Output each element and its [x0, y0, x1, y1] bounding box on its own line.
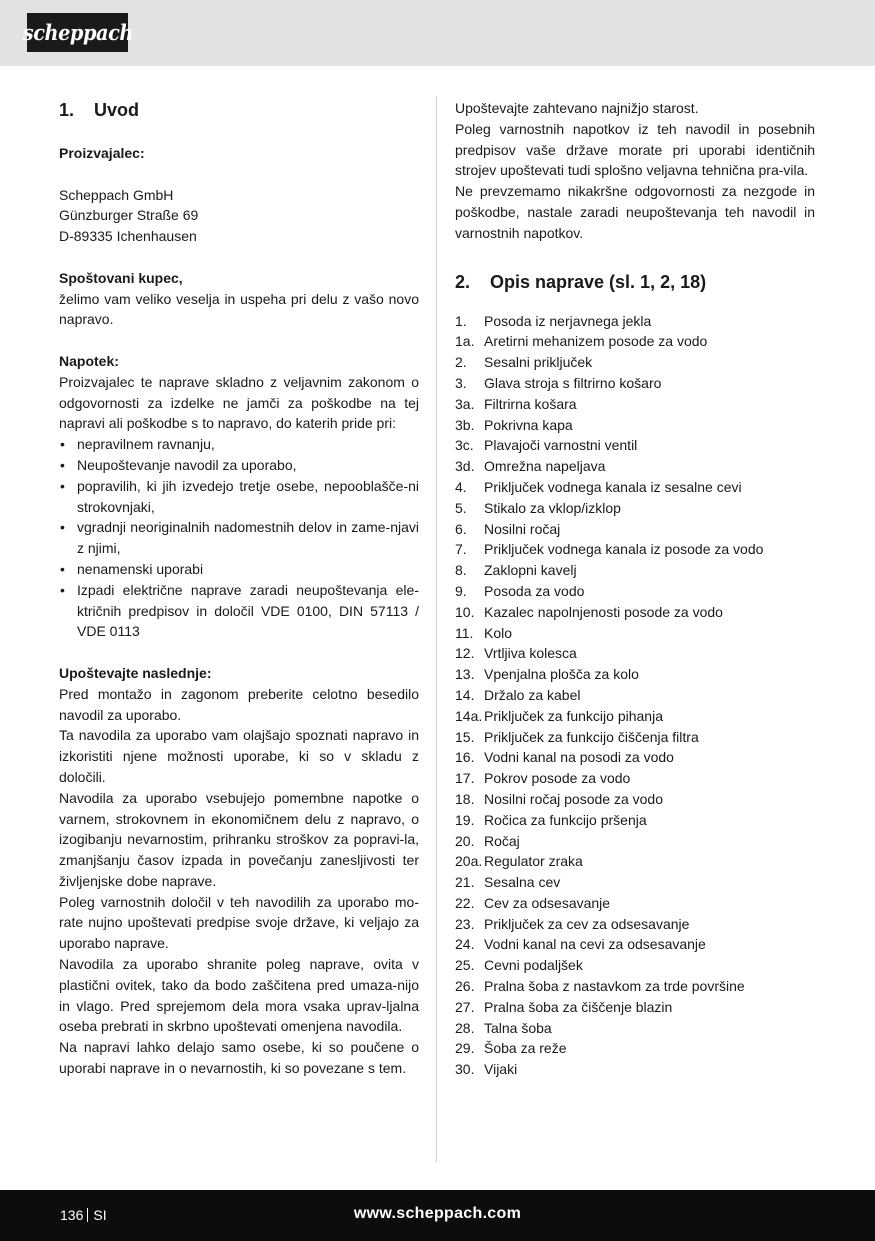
part-number: 23.: [455, 915, 475, 932]
part-item: [455, 1038, 815, 1059]
list-item: • nenamenski uporabi: [59, 559, 419, 580]
part-label: Glava stroja s filtrirno košaro: [484, 374, 662, 391]
part-item: [455, 893, 815, 914]
part-number: 3a.: [455, 395, 475, 412]
part-item: [455, 373, 815, 394]
part-label: Priključek vodnega kanala iz sesalne cevi: [484, 478, 742, 495]
part-label: Sesalni priključek: [484, 354, 593, 371]
part-label: Priključek za funkcijo čiščenja filtra: [484, 728, 699, 745]
part-item: [455, 352, 815, 373]
part-label: Držalo za kabel: [484, 686, 581, 703]
part-label: Vodni kanal na cevi za odsesavanje: [484, 936, 706, 953]
section-2-number: 2.: [455, 271, 471, 292]
part-label: Kazalec napolnjenosti posode za vodo: [484, 603, 723, 620]
part-number: 15.: [455, 728, 475, 745]
part-label: Cev za odsesavanje: [484, 894, 611, 911]
part-label: Pokrivna kapa: [484, 416, 573, 433]
part-item: [455, 664, 815, 685]
part-item: [455, 810, 815, 831]
part-number: 14a.: [455, 707, 483, 724]
part-label: Priključek za cev za odsesavanje: [484, 915, 690, 932]
part-label: Aretirni mehanizem posode za vodo: [484, 333, 708, 350]
part-item: [455, 914, 815, 935]
part-item: [455, 602, 815, 623]
part-item: [455, 394, 815, 415]
part-label: Vrtljiva kolesca: [484, 645, 577, 662]
part-number: 20a.: [455, 853, 483, 870]
part-label: Regulator zraka: [484, 853, 583, 870]
part-label: Vodni kanal na posodi za vodo: [484, 749, 674, 766]
scheppach-logo: [22, 13, 133, 52]
address-line: Scheppach GmbH: [59, 186, 174, 203]
part-item: [455, 747, 815, 768]
part-label: Pralna šoba z nastavkom za trde površine: [484, 978, 745, 995]
observe-label: Upoštevajte naslednje:: [59, 664, 212, 681]
list-item: • nepravilnem ravnanju,: [59, 434, 419, 455]
part-label: Vijaki: [484, 1061, 518, 1078]
part-number: 16.: [455, 749, 475, 766]
list-item: • vgradnji neoriginalnih nadomestnih delov in zame-njavi z njimi,: [59, 517, 419, 559]
part-label: Vpenjalna plošča za kolo: [484, 666, 639, 683]
part-item: [455, 498, 815, 519]
part-item: [455, 1059, 815, 1080]
part-number: 6.: [455, 520, 467, 537]
observe-paragraph: Na napravi lahko delajo samo osebe, ki so poučene o uporabi naprave in o nevarnostih, ki so povezane s tem.: [59, 1039, 419, 1077]
right-column: [455, 98, 815, 1080]
part-number: 14.: [455, 686, 475, 703]
list-item: • popravilih, ki jih izvedejo tretje osebe, nepooblašče-ni strokovnjaki,: [59, 476, 419, 518]
part-item: [455, 456, 815, 477]
part-label: Cevni podaljšek: [484, 957, 583, 974]
page-number: 136: [60, 1207, 84, 1223]
part-label: Pokrov posode za vodo: [484, 770, 631, 787]
part-number: 21.: [455, 874, 475, 891]
section-2-heading: [455, 270, 815, 294]
part-item: [455, 581, 815, 602]
part-item: [455, 872, 815, 893]
part-label: Zaklopni kavelj: [484, 562, 577, 579]
part-item: [455, 851, 815, 872]
part-item: [455, 477, 815, 498]
section-1-heading: [59, 98, 419, 122]
part-label: Plavajoči varnostni ventil: [484, 437, 638, 454]
part-item: [455, 934, 815, 955]
part-number: 13.: [455, 666, 475, 683]
section-1-title: Uvod: [94, 100, 139, 120]
observe-paragraph: Navodila za uporabo shranite poleg naprave, ovita v plastični ovitek, tako da bodo zaščitena pred umaza-nijo in vlago. Pred sprejemom dela mora vsaka uprav-ljalna oseba prebrati in skrbno upoštevati omenjena navodila.: [59, 956, 419, 1035]
website-url: www.scheppach.com: [353, 1205, 522, 1222]
observe-paragraph: Navodila za uporabo vsebujejo pomembne napotke o varnem, strokovnem in ekonomičnem delu z napravo, o izogibanju nevarnostim, prihranku stroškov za popravi-la, zmanjšanju časov izpada in povečanju zanesljivosti ter življenjske dobe naprave.: [59, 789, 419, 889]
part-number: 27.: [455, 998, 475, 1015]
part-number: 22.: [455, 894, 475, 911]
part-label: Posoda iz nerjavnega jekla: [484, 312, 652, 329]
dear-customer-text: želimo vam veliko veselja in uspeha pri delu z vašo novo napravo.: [59, 290, 419, 328]
part-label: Ročica za funkcijo pršenja: [484, 811, 647, 828]
observe-paragraph: Pred montažo in zagonom preberite celotno besedilo navodil za uporabo.: [59, 685, 419, 723]
part-number: 4.: [455, 478, 467, 495]
note-text: Proizvajalec te naprave skladno z veljavnim zakonom o odgovornosti za izdelke ne jamči za poškodbe na tej napravi ali poškodbe s to napravo, do katerih pride pri:: [59, 373, 419, 432]
part-number: 7.: [455, 541, 467, 558]
section-1-number: 1.: [59, 100, 75, 120]
part-label: Priključek za funkcijo pihanja: [484, 707, 663, 724]
part-number: 8.: [455, 562, 467, 579]
note-label: Napotek:: [59, 352, 119, 369]
part-item: [455, 706, 815, 727]
part-item: [455, 997, 815, 1018]
part-number: 25.: [455, 957, 475, 974]
part-item: [455, 789, 815, 810]
part-item: [455, 727, 815, 748]
part-item: [455, 415, 815, 436]
part-label: Talna šoba: [484, 1019, 552, 1036]
part-label: Sesalna cev: [484, 874, 561, 891]
part-number: 10.: [455, 603, 475, 620]
right-paragraph: Upoštevajte zahtevano najnižjo starost.: [455, 100, 699, 116]
part-item: [455, 331, 815, 352]
part-item: [455, 685, 815, 706]
part-item: [455, 768, 815, 789]
right-paragraph: Ne prevzemamo nikakršne odgovornosti za nezgode in poškodbe, nastale zaradi neupoštevanja teh navodil in varnostnih napotkov.: [455, 183, 815, 241]
address-line: Günzburger Straße 69: [59, 207, 199, 224]
part-item: [455, 539, 815, 560]
part-item: [455, 623, 815, 644]
language-code: SI: [93, 1207, 107, 1223]
part-item: [455, 643, 815, 664]
parts-list: [455, 311, 815, 1080]
part-number: 2.: [455, 354, 467, 371]
part-label: Šoba za reže: [484, 1040, 567, 1057]
part-label: Omrežna napeljava: [484, 458, 606, 475]
left-column: [59, 98, 419, 1079]
part-number: 12.: [455, 645, 475, 662]
part-number: 3c.: [455, 437, 474, 454]
part-label: Stikalo za vklop/izklop: [484, 499, 621, 516]
part-label: Ročaj: [484, 832, 520, 849]
part-number: 20.: [455, 832, 475, 849]
column-divider: [436, 96, 437, 1162]
part-number: 19.: [455, 811, 475, 828]
part-item: [455, 435, 815, 456]
part-number: 28.: [455, 1019, 475, 1036]
part-item: [455, 1018, 815, 1039]
part-label: Priključek vodnega kanala iz posode za vodo: [484, 541, 764, 558]
part-number: 26.: [455, 978, 475, 995]
part-number: 3b.: [455, 416, 475, 433]
part-item: [455, 311, 815, 332]
part-label: Pralna šoba za čiščenje blazin: [484, 998, 673, 1015]
liability-exclusion-list: [59, 434, 419, 642]
part-number: 17.: [455, 770, 475, 787]
manufacturer-label: Proizvajalec:: [59, 145, 145, 161]
part-number: 5.: [455, 499, 467, 516]
part-number: 3.: [455, 374, 467, 391]
header-bar: [0, 0, 875, 66]
list-item: • Izpadi električne naprave zaradi neupoštevanja ele-ktričnih predpisov in določil VDE 0100, DIN 57113 / VDE 0113: [59, 580, 419, 642]
dear-customer-label: Spoštovani kupec,: [59, 269, 183, 286]
part-number: 18.: [455, 790, 475, 807]
right-paragraph: Poleg varnostnih napotkov iz teh navodil in posebnih predpisov vaše države morate pri uporabi identičnih strojev upoštevati tudi splošno veljavna tehnična pra-vila.: [455, 120, 815, 179]
part-label: Posoda za vodo: [484, 582, 585, 599]
observe-paragraph: Poleg varnostnih določil v teh navodilih za uporabo mo-rate nujno upoštevati predpise svoje države, ki veljajo za uporabo naprave.: [59, 893, 419, 952]
part-number: 9.: [455, 582, 467, 599]
part-number: 3d.: [455, 458, 475, 475]
part-item: [455, 831, 815, 852]
part-item: [455, 955, 815, 976]
section-2-title: Opis naprave (sl. 1, 2, 18): [490, 271, 707, 292]
observe-paragraph: Ta navodila za uporabo vam olajšajo spoznati napravo in izkoristiti njene možnosti uporabe, ki so v skladu z določili.: [59, 727, 419, 785]
part-number: 1.: [455, 312, 467, 329]
part-item: [455, 560, 815, 581]
address-line: D-89335 Ichenhausen: [59, 228, 197, 245]
part-label: Filtrirna košara: [484, 395, 577, 412]
part-label: Kolo: [484, 624, 513, 641]
logo-text: scheppach: [22, 20, 133, 45]
list-item: • Neupoštevanje navodil za uporabo,: [59, 455, 419, 476]
part-label: Nosilni ročaj posode za vodo: [484, 790, 663, 807]
part-number: 30.: [455, 1061, 475, 1078]
footer-bar: [0, 1190, 875, 1241]
part-number: 24.: [455, 936, 475, 953]
part-item: [455, 519, 815, 540]
part-label: Nosilni ročaj: [484, 520, 561, 537]
part-number: 29.: [455, 1040, 475, 1057]
part-item: [455, 976, 815, 997]
part-number: 1a.: [455, 333, 475, 350]
part-number: 11.: [455, 624, 474, 641]
